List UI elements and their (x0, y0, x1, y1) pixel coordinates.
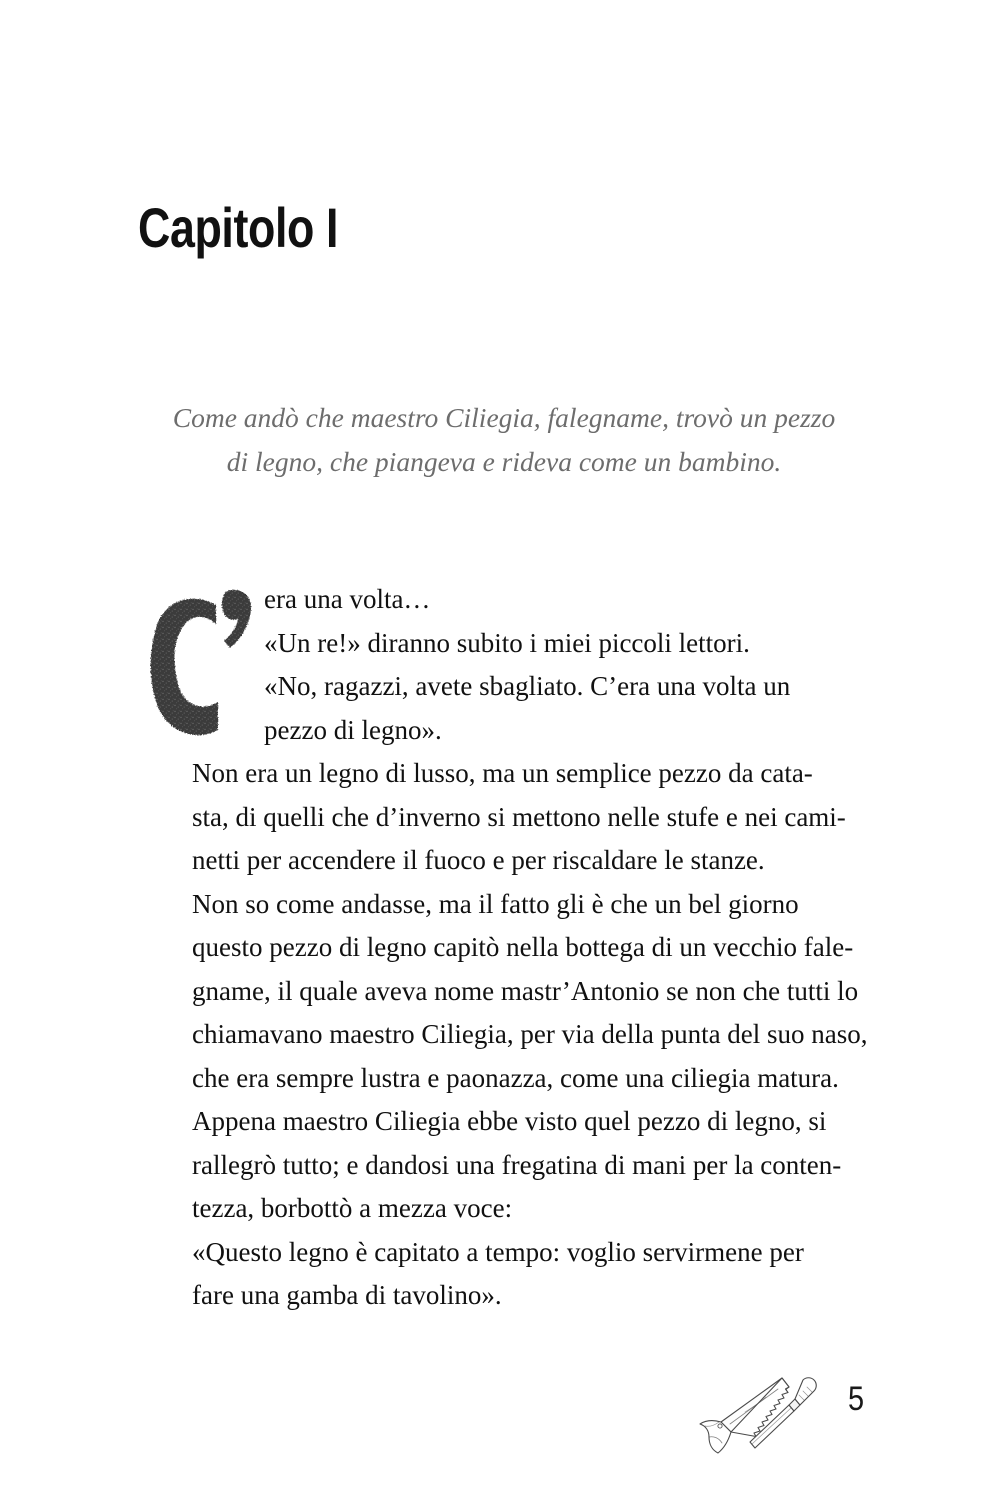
text-line: che era sempre lustra e paonazza, come una ciliegia matura. (192, 1062, 839, 1093)
text-line: Non so come andasse, ma il fatto gli è che un bel giorno (192, 888, 799, 919)
text-line: rallegrò tutto; e dandosi una fregatina di mani per la conten- (192, 1149, 842, 1180)
paragraph (138, 1100, 872, 1231)
paragraph (138, 578, 872, 752)
text-line: «Questo legno è capitato a tempo: voglio servirmene per (192, 1236, 804, 1267)
text-line: questo pezzo di legno capitò nella bottega di un vecchio fale- (192, 932, 854, 962)
paragraph (138, 1231, 872, 1318)
text-line: chiamavano maestro Ciliegia, per via della punta del suo naso, (192, 1019, 868, 1049)
text-line: Non era un legno di lusso, ma un semplice pezzo da cata- (192, 758, 813, 788)
text-line: pezzo di legno». (264, 714, 442, 745)
page-number: 5 (848, 1380, 865, 1418)
text-line: netti per accendere il fuoco e per riscaldare le stanze. (192, 845, 765, 875)
text-line: Appena maestro Ciliegia ebbe visto quel pezzo di legno, si (192, 1106, 827, 1136)
text-line: gname, il quale aveva nome mastr’Antonio se non che tutti lo (192, 975, 859, 1006)
chapter-subtitle-line: di legno, che piangeva e rideva come un bambino. (226, 446, 782, 477)
saw-and-chisel-icon (690, 1364, 825, 1456)
chapter-subtitle (138, 396, 870, 484)
paragraph (138, 883, 872, 1101)
text-line: «Un re!» diranno subito i miei piccoli lettori. (264, 627, 750, 658)
text-line: era una volta… (264, 584, 431, 614)
page-footer (0, 1358, 1000, 1468)
text-line: tezza, borbottò a mezza voce: (192, 1193, 513, 1223)
text-line: sta, di quelli che d’inverno si mettono nelle stufe e nei cami- (192, 801, 846, 832)
text-line: fare una gamba di tavolino». (192, 1280, 502, 1310)
paragraph (138, 752, 872, 883)
body-text (138, 578, 872, 1318)
page-title: Capitolo I (138, 195, 339, 259)
chapter-subtitle-line: Come andò che maestro Ciliegia, falegname, trovò un pezzo (172, 402, 836, 433)
text-line: «No, ragazzi, avete sbagliato. C’era una volta un (264, 671, 791, 701)
